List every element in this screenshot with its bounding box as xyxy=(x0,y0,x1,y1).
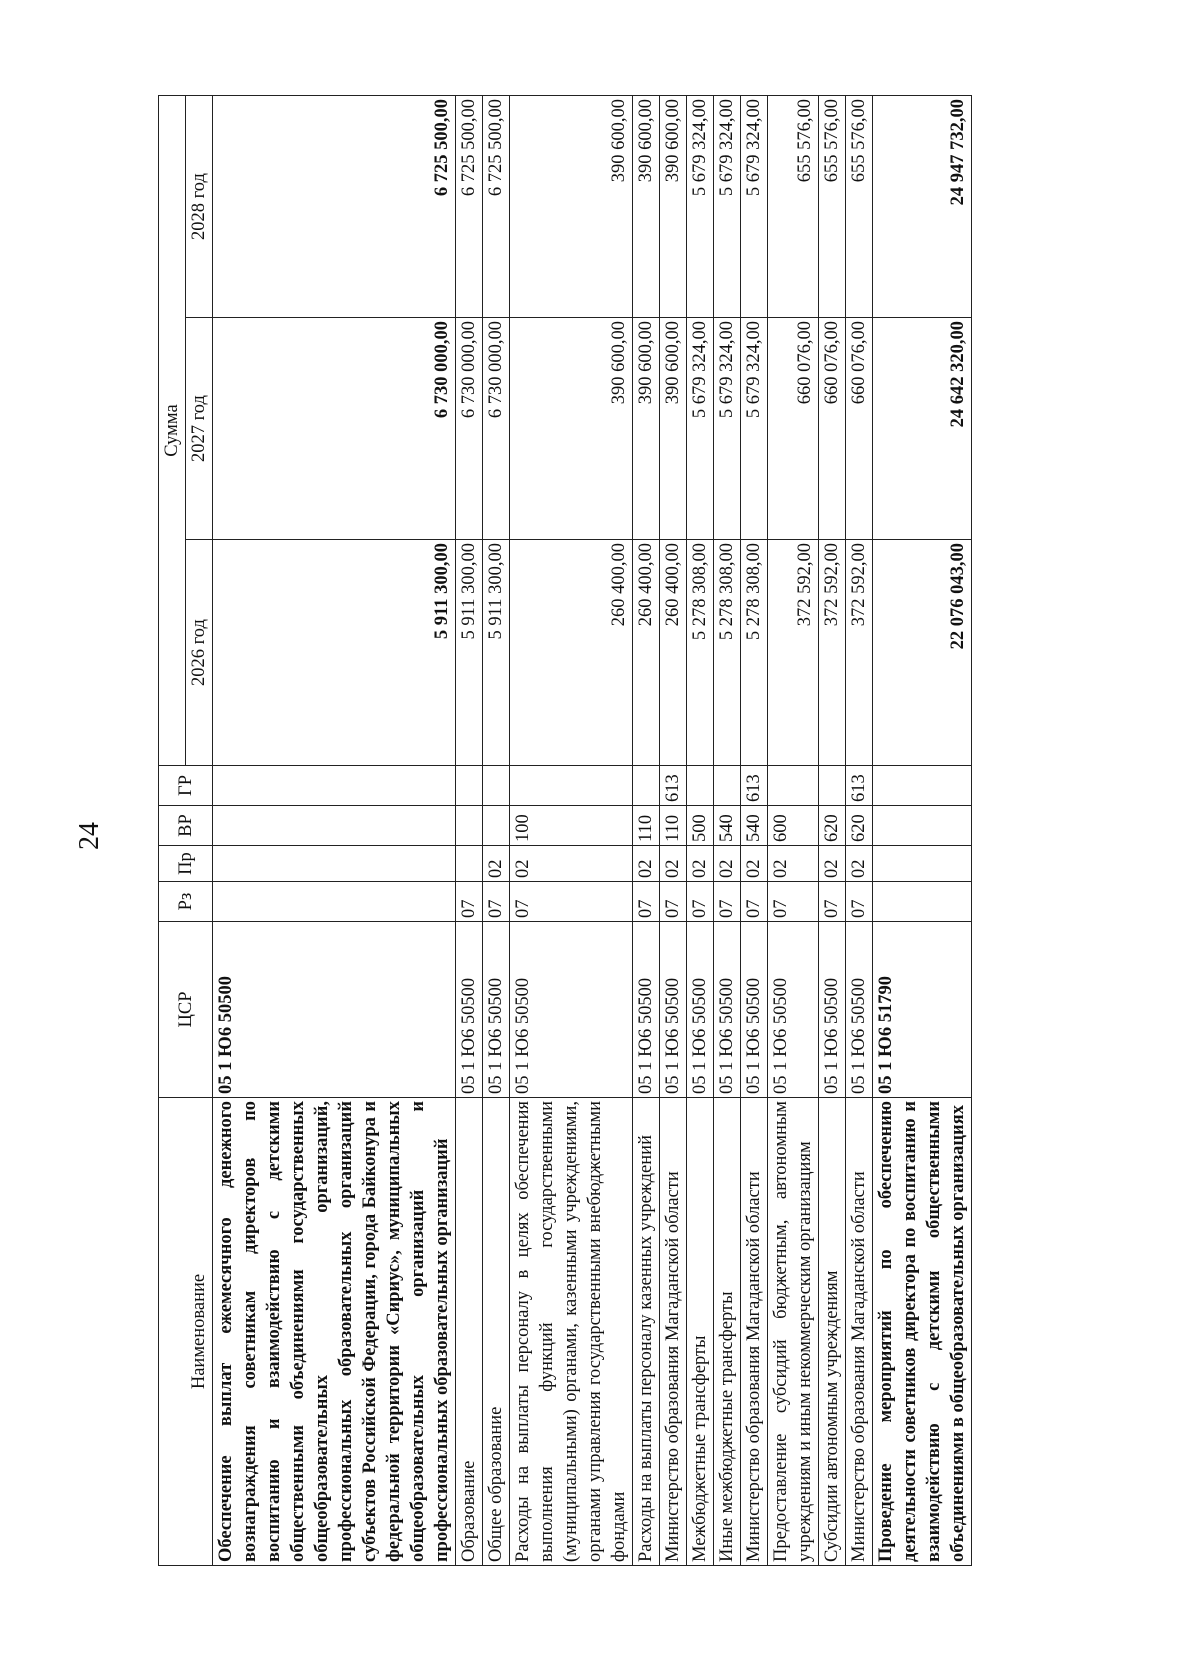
row-sum-2027: 390 600,00 xyxy=(633,318,660,540)
row-sum-2028: 655 576,00 xyxy=(819,96,846,318)
row-vr xyxy=(456,806,483,846)
row-sum-2026: 5 278 308,00 xyxy=(687,540,714,766)
row-name: Субсидии автономным учреждениям xyxy=(819,1098,846,1566)
row-sum-2027: 5 679 324,00 xyxy=(714,318,741,540)
table-row xyxy=(768,96,819,1566)
row-csr: 05 1 Ю6 50500 xyxy=(768,922,819,1098)
row-csr: 05 1 Ю6 50500 xyxy=(633,922,660,1098)
row-csr: 05 1 Ю6 50500 xyxy=(660,922,687,1098)
row-gr xyxy=(873,766,972,806)
table-row xyxy=(510,96,633,1566)
header-row-1 xyxy=(159,96,186,1566)
row-rz xyxy=(873,882,972,922)
header-rz: Рз xyxy=(159,882,213,922)
row-pr: 02 xyxy=(741,846,768,882)
row-csr: 05 1 Ю6 51790 xyxy=(873,922,972,1098)
header-csr: ЦСР xyxy=(159,922,213,1098)
row-vr xyxy=(483,806,510,846)
row-csr: 05 1 Ю6 50500 xyxy=(456,922,483,1098)
row-name: Общее образование xyxy=(483,1098,510,1566)
header-vr: ВР xyxy=(159,806,213,846)
row-sum-2027: 5 679 324,00 xyxy=(741,318,768,540)
row-rz: 07 xyxy=(768,882,819,922)
row-vr: 100 xyxy=(510,806,633,846)
row-rz: 07 xyxy=(633,882,660,922)
row-sum-2028: 655 576,00 xyxy=(768,96,819,318)
row-sum-2028: 5 679 324,00 xyxy=(687,96,714,318)
row-sum-2028: 655 576,00 xyxy=(846,96,873,318)
row-sum-2026: 372 592,00 xyxy=(768,540,819,766)
table-row xyxy=(687,96,714,1566)
row-sum-2027: 660 076,00 xyxy=(819,318,846,540)
row-vr: 620 xyxy=(819,806,846,846)
row-csr: 05 1 Ю6 50500 xyxy=(687,922,714,1098)
header-2028: 2028 год xyxy=(186,96,213,318)
row-sum-2026: 5 278 308,00 xyxy=(714,540,741,766)
table-row xyxy=(660,96,687,1566)
row-gr: 613 xyxy=(741,766,768,806)
row-gr xyxy=(633,766,660,806)
row-name: Расходы на выплаты персоналу казенных учреждений xyxy=(633,1098,660,1566)
row-name: Межбюджетные трансферты xyxy=(687,1098,714,1566)
header-gr: ГР xyxy=(159,766,213,806)
table-row xyxy=(714,96,741,1566)
row-name: Министерство образования Магаданской области xyxy=(660,1098,687,1566)
header-pr: Пр xyxy=(159,846,213,882)
row-gr xyxy=(483,766,510,806)
row-pr: 02 xyxy=(714,846,741,882)
row-rz: 07 xyxy=(660,882,687,922)
row-sum-2026: 260 400,00 xyxy=(633,540,660,766)
row-pr: 02 xyxy=(660,846,687,882)
row-csr: 05 1 Ю6 50500 xyxy=(846,922,873,1098)
row-sum-2027: 660 076,00 xyxy=(846,318,873,540)
row-sum-2027: 5 679 324,00 xyxy=(687,318,714,540)
row-sum-2027: 390 600,00 xyxy=(510,318,633,540)
table-row xyxy=(741,96,768,1566)
row-csr: 05 1 Ю6 50500 xyxy=(741,922,768,1098)
row-sum-2027: 24 642 320,00 xyxy=(873,318,972,540)
row-pr: 02 xyxy=(510,846,633,882)
row-vr: 600 xyxy=(768,806,819,846)
header-name: Наименование xyxy=(159,1098,213,1566)
row-sum-2026: 5 911 300,00 xyxy=(456,540,483,766)
row-rz: 07 xyxy=(819,882,846,922)
row-sum-2028: 390 600,00 xyxy=(633,96,660,318)
row-rz: 07 xyxy=(510,882,633,922)
row-name: Обеспечение выплат ежемесячного денежного вознаграждения советникам директоров по воспитанию и взаимодействию с детскими общественными объединениями государственных общеобразовательных организаций, профессиональных образовательных организаций субъектов Российской Федерации, города Байконура и федеральной территории «Сириус», муниципальных общеобразовательных организаций и профессиональных образовательных организаций xyxy=(213,1098,456,1566)
page-number: 24 xyxy=(74,822,105,850)
row-name: Иные межбюджетные трансферты xyxy=(714,1098,741,1566)
row-gr: 613 xyxy=(846,766,873,806)
budget-table xyxy=(158,95,972,1566)
row-sum-2026: 5 278 308,00 xyxy=(741,540,768,766)
header-sum: Сумма xyxy=(159,96,186,766)
row-gr xyxy=(456,766,483,806)
table-row xyxy=(633,96,660,1566)
row-sum-2028: 6 725 500,00 xyxy=(483,96,510,318)
table-row xyxy=(456,96,483,1566)
row-rz: 07 xyxy=(456,882,483,922)
row-sum-2028: 390 600,00 xyxy=(510,96,633,318)
row-csr: 05 1 Ю6 50500 xyxy=(510,922,633,1098)
table-row xyxy=(819,96,846,1566)
row-name: Расходы на выплаты персоналу в целях обеспечения выполнения функций государственными (муниципальными) органами, казенными учреждениями, органами управления государственными внебюджетными фондами xyxy=(510,1098,633,1566)
row-vr: 110 xyxy=(633,806,660,846)
row-name: Предоставление субсидий бюджетным, автономным учреждениям и иным некоммерческим организациям xyxy=(768,1098,819,1566)
row-csr: 05 1 Ю6 50500 xyxy=(213,922,456,1098)
row-pr: 02 xyxy=(819,846,846,882)
row-gr: 613 xyxy=(660,766,687,806)
row-pr: 02 xyxy=(687,846,714,882)
row-rz: 07 xyxy=(687,882,714,922)
row-name: Министерство образования Магаданской области xyxy=(741,1098,768,1566)
row-rz: 07 xyxy=(714,882,741,922)
table-row xyxy=(213,96,456,1566)
table-row xyxy=(846,96,873,1566)
row-sum-2026: 372 592,00 xyxy=(846,540,873,766)
row-sum-2026: 5 911 300,00 xyxy=(213,540,456,766)
row-vr: 110 xyxy=(660,806,687,846)
row-vr: 540 xyxy=(714,806,741,846)
row-rz: 07 xyxy=(741,882,768,922)
row-gr xyxy=(714,766,741,806)
row-vr: 540 xyxy=(741,806,768,846)
row-gr xyxy=(768,766,819,806)
row-sum-2026: 260 400,00 xyxy=(660,540,687,766)
row-vr: 500 xyxy=(687,806,714,846)
table-row xyxy=(873,96,972,1566)
row-sum-2026: 260 400,00 xyxy=(510,540,633,766)
row-vr: 620 xyxy=(846,806,873,846)
row-gr xyxy=(687,766,714,806)
header-2027: 2027 год xyxy=(186,318,213,540)
row-sum-2026: 5 911 300,00 xyxy=(483,540,510,766)
row-sum-2027: 660 076,00 xyxy=(768,318,819,540)
row-sum-2027: 390 600,00 xyxy=(660,318,687,540)
row-sum-2027: 6 730 000,00 xyxy=(483,318,510,540)
row-csr: 05 1 Ю6 50500 xyxy=(819,922,846,1098)
row-gr xyxy=(819,766,846,806)
row-sum-2027: 6 730 000,00 xyxy=(456,318,483,540)
row-pr xyxy=(873,846,972,882)
row-sum-2028: 5 679 324,00 xyxy=(714,96,741,318)
row-name: Проведение мероприятий по обеспечению деятельности советников директора по воспитанию и взаимодействию с детскими общественными объединениями в общеобразовательных организациях xyxy=(873,1098,972,1566)
row-pr xyxy=(456,846,483,882)
row-gr xyxy=(213,766,456,806)
row-name: Министерство образования Магаданской области xyxy=(846,1098,873,1566)
table-row xyxy=(483,96,510,1566)
row-sum-2026: 372 592,00 xyxy=(819,540,846,766)
row-pr: 02 xyxy=(846,846,873,882)
row-sum-2026: 22 076 043,00 xyxy=(873,540,972,766)
header-2026: 2026 год xyxy=(186,540,213,766)
row-pr: 02 xyxy=(633,846,660,882)
row-sum-2028: 24 947 732,00 xyxy=(873,96,972,318)
row-vr xyxy=(213,806,456,846)
row-csr: 05 1 Ю6 50500 xyxy=(714,922,741,1098)
row-sum-2027: 6 730 000,00 xyxy=(213,318,456,540)
table-body xyxy=(213,96,972,1566)
row-rz: 07 xyxy=(483,882,510,922)
row-sum-2028: 390 600,00 xyxy=(660,96,687,318)
row-name: Образование xyxy=(456,1098,483,1566)
row-sum-2028: 6 725 500,00 xyxy=(213,96,456,318)
row-vr xyxy=(873,806,972,846)
row-sum-2028: 6 725 500,00 xyxy=(456,96,483,318)
row-gr xyxy=(510,766,633,806)
row-csr: 05 1 Ю6 50500 xyxy=(483,922,510,1098)
row-rz: 07 xyxy=(846,882,873,922)
budget-table-container xyxy=(158,96,1088,1566)
row-pr xyxy=(213,846,456,882)
row-pr: 02 xyxy=(768,846,819,882)
row-pr: 02 xyxy=(483,846,510,882)
row-sum-2028: 5 679 324,00 xyxy=(741,96,768,318)
row-rz xyxy=(213,882,456,922)
